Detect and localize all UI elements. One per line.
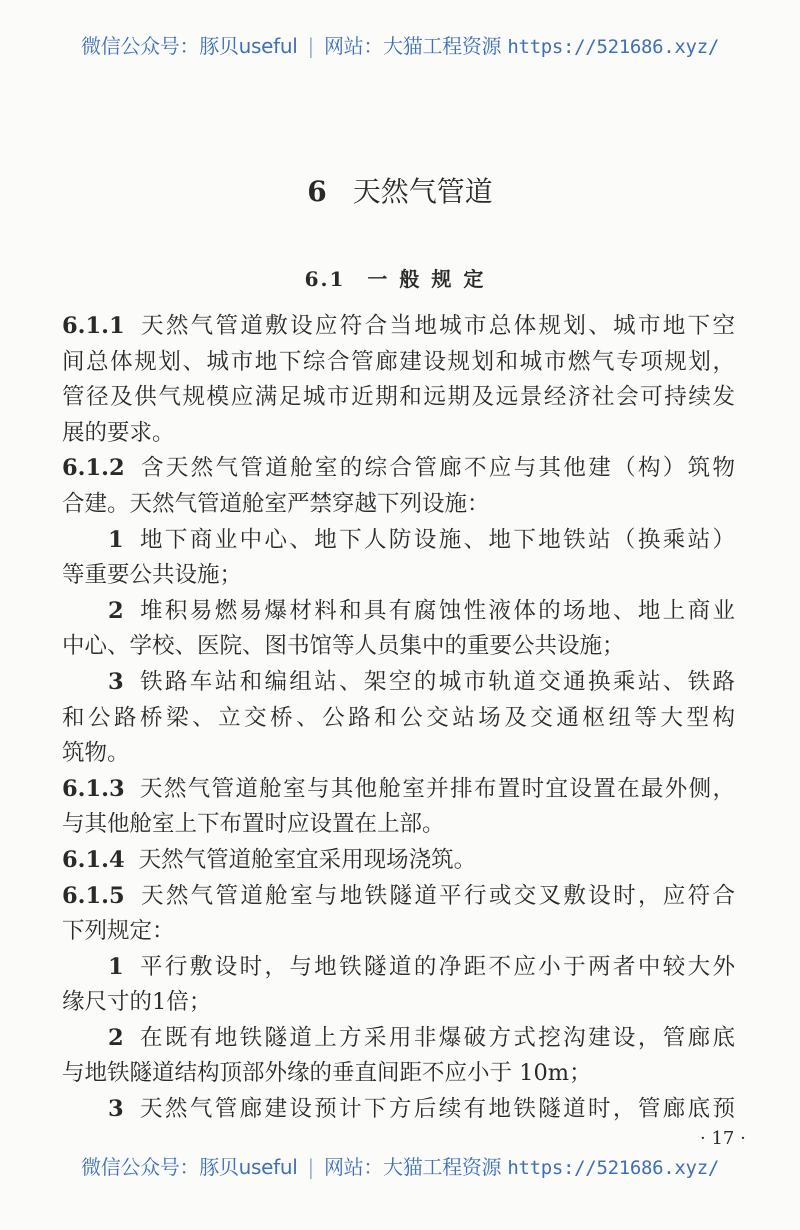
line-text: 缘尺寸的1倍； bbox=[62, 989, 212, 1016]
document-body bbox=[62, 309, 735, 1128]
section-number: 6.1 bbox=[304, 267, 346, 291]
list-item-line bbox=[62, 1021, 735, 1057]
watermark-site: 网站：大猫工程资源 bbox=[323, 1155, 502, 1179]
clause-number: 6.1.1 bbox=[62, 313, 125, 339]
list-item-line bbox=[62, 1092, 735, 1128]
text-line bbox=[62, 736, 735, 772]
clause-number: 6.1.3 bbox=[62, 775, 125, 802]
text-line bbox=[62, 985, 735, 1021]
watermark-url: https://521686.xyz/ bbox=[507, 36, 719, 58]
line-text: 与其他舱室上下布置时应设置在上部。 bbox=[62, 811, 445, 838]
line-text: 与地铁隧道结构顶部外缘的垂直间距不应小于 10m； bbox=[62, 1060, 592, 1087]
line-text: 展的要求。 bbox=[62, 419, 175, 446]
line-text: 地下商业中心、地下人防设施、地下地铁站（换乘站） bbox=[137, 526, 735, 553]
clause-line bbox=[62, 843, 735, 879]
line-text: 筑物。 bbox=[62, 740, 130, 767]
text-line bbox=[62, 487, 735, 523]
line-text: 天然气管廊建设预计下方后续有地铁隧道时，管廊底预 bbox=[137, 1096, 735, 1123]
line-text: 铁路车站和编组站、架空的城市轨道交通换乘站、铁路 bbox=[137, 668, 735, 695]
item-number: 1 bbox=[108, 953, 124, 980]
line-text: 天然气管道舱室与其他舱室并排布置时宜设置在最外侧， bbox=[138, 775, 735, 802]
line-text: 平行敷设时，与地铁隧道的净距不应小于两者中较大外 bbox=[137, 953, 735, 980]
clause-line bbox=[62, 309, 735, 345]
text-line bbox=[62, 629, 735, 665]
list-item-line bbox=[62, 665, 735, 701]
page-number: · 17 · bbox=[700, 1128, 746, 1149]
watermark-site: 网站：大猫工程资源 bbox=[323, 34, 502, 58]
text-line bbox=[62, 345, 735, 381]
text-line bbox=[62, 701, 735, 737]
line-text: 天然气管道敷设应符合当地城市总体规划、城市地下空 bbox=[138, 313, 735, 339]
item-number: 3 bbox=[108, 1096, 124, 1123]
watermark-separator: | bbox=[307, 34, 314, 58]
line-text: 中心、学校、医院、图书馆等人员集中的重要公共设施； bbox=[62, 633, 625, 660]
line-text: 在既有地铁隧道上方采用非爆破方式挖沟建设，管廊底 bbox=[137, 1024, 735, 1051]
text-line bbox=[62, 558, 735, 594]
list-item-line bbox=[62, 523, 735, 559]
list-item-line bbox=[62, 950, 735, 986]
watermark-header bbox=[0, 30, 800, 59]
text-line bbox=[62, 807, 735, 843]
watermark-wechat: 微信公众号：豚贝useful bbox=[81, 1155, 298, 1179]
clause-number: 6.1.5 bbox=[62, 882, 125, 909]
text-line bbox=[62, 914, 735, 950]
text-line bbox=[62, 1056, 735, 1092]
line-text: 间总体规划、城市地下综合管廊建设规划和城市燃气专项规划， bbox=[62, 348, 735, 375]
clause-line bbox=[62, 772, 735, 808]
line-text: 天然气管道舱室宜采用现场浇筑。 bbox=[138, 846, 477, 873]
clause-number: 6.1.4 bbox=[62, 846, 125, 873]
line-text: 含天然气管道舱室的综合管廊不应与其他建（构）筑物 bbox=[138, 455, 735, 482]
watermark-wechat: 微信公众号：豚贝useful bbox=[81, 34, 298, 58]
clause-line bbox=[62, 451, 735, 487]
section-title bbox=[0, 263, 800, 292]
list-item-line bbox=[62, 594, 735, 630]
chapter-number: 6 bbox=[307, 175, 327, 208]
watermark-footer bbox=[0, 1151, 800, 1180]
clause-line bbox=[62, 879, 735, 915]
chapter-title-text: 天然气管道 bbox=[352, 175, 493, 208]
line-text: 下列规定： bbox=[62, 918, 175, 945]
line-text: 合建。天然气管道舱室严禁穿越下列设施： bbox=[62, 490, 490, 517]
text-line bbox=[62, 380, 735, 416]
text-line bbox=[62, 416, 735, 452]
item-number: 2 bbox=[108, 1024, 124, 1051]
line-text: 天然气管道舱室与地铁隧道平行或交叉敷设时，应符合 bbox=[138, 882, 735, 909]
line-text: 和公路桥梁、立交桥、公路和公交站场及交通枢纽等大型构 bbox=[62, 704, 735, 731]
line-text: 等重要公共设施； bbox=[62, 562, 243, 589]
watermark-url: https://521686.xyz/ bbox=[507, 1157, 719, 1179]
section-title-text: 一般规定 bbox=[367, 267, 496, 291]
item-number: 3 bbox=[108, 668, 124, 695]
line-text: 管径及供气规模应满足城市近期和远期及远景经济社会可持续发 bbox=[62, 384, 735, 411]
chapter-title bbox=[0, 170, 800, 210]
clause-number: 6.1.2 bbox=[62, 455, 125, 482]
line-text: 堆积易燃易爆材料和具有腐蚀性液体的场地、地上商业 bbox=[137, 597, 735, 624]
item-number: 2 bbox=[108, 597, 124, 624]
watermark-separator: | bbox=[307, 1155, 314, 1179]
item-number: 1 bbox=[108, 526, 124, 553]
